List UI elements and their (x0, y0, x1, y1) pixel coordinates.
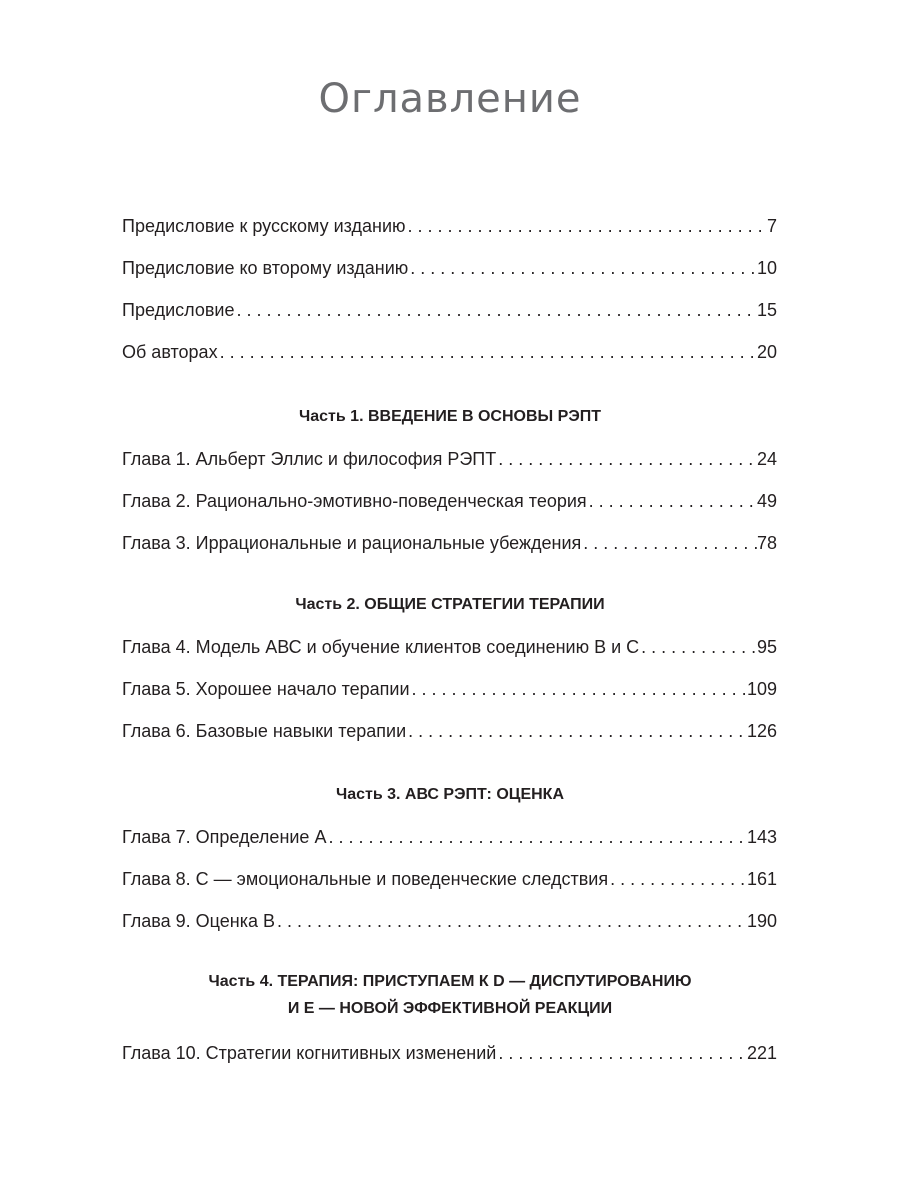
toc-entry-page: 10 (756, 258, 777, 278)
dot-leader (496, 1040, 747, 1066)
dot-leader (234, 297, 757, 323)
part-heading-line-1: Часть 4. ТЕРАПИЯ: ПРИСТУПАЕМ К D — ДИСПУТИРОВАНИЮ (208, 973, 692, 990)
toc-entry-page: 49 (756, 491, 777, 511)
toc-entry-label: Предисловие к русскому изданию (122, 216, 406, 236)
toc-entry-label: Глава 5. Хорошее начало терапии (122, 679, 410, 699)
toc-entry-label: Глава 8. С — эмоциональные и поведенческие следствия (122, 869, 609, 889)
part-heading: Часть 3. АВС РЭПТ: ОЦЕНКА (335, 786, 564, 803)
dot-leader (410, 676, 747, 702)
toc-entry-label: Предисловие (122, 300, 235, 320)
dot-leader (587, 488, 757, 514)
toc-entry-page: 143 (746, 827, 777, 847)
toc-entry[interactable] (122, 446, 777, 472)
toc-entry-label: Об авторах (122, 342, 218, 362)
dot-leader (408, 255, 757, 281)
toc-entry[interactable] (122, 255, 777, 281)
page-title: Оглавление (318, 76, 582, 122)
toc-entry[interactable] (122, 530, 777, 556)
dot-leader (406, 213, 767, 239)
dot-leader (608, 866, 747, 892)
toc-entry-page: 109 (746, 679, 777, 699)
part-heading-line-2: И Е — НОВОЙ ЭФФЕКТИВНОЙ РЕАКЦИИ (287, 1000, 613, 1017)
dot-leader (218, 339, 757, 365)
part-heading: Часть 2. ОБЩИЕ СТРАТЕГИИ ТЕРАПИИ (295, 596, 605, 613)
toc-list-part-2 (122, 634, 777, 744)
toc-entry[interactable] (122, 634, 777, 660)
dot-leader (406, 718, 747, 744)
dot-leader (326, 824, 747, 850)
toc-list-part-1 (122, 446, 777, 556)
toc-entry-label: Глава 9. Оценка В (122, 911, 275, 931)
toc-entry-page: 190 (746, 911, 777, 931)
toc-entry[interactable] (122, 866, 777, 892)
toc-entry-label: Глава 4. Модель АВС и обучение клиентов соединению В и С (122, 637, 640, 657)
toc-entry-label: Глава 2. Рационально-эмотивно-поведенческая теория (122, 491, 587, 511)
toc-entry-page: 15 (756, 300, 777, 320)
toc-entry-label: Глава 1. Альберт Эллис и философия РЭПТ (122, 449, 497, 469)
toc-entry-label: Предисловие ко второму изданию (122, 258, 409, 278)
toc-entry-label: Глава 6. Базовые навыки терапии (122, 721, 407, 741)
toc-list-front-matter (122, 213, 777, 365)
toc-entry-label: Глава 10. Стратегии когнитивных изменений (122, 1043, 497, 1063)
toc-entry-page: 221 (746, 1043, 777, 1063)
toc-entry-label: Глава 3. Иррациональные и рациональные убеждения (122, 533, 582, 553)
toc-entry[interactable] (122, 676, 777, 702)
dot-leader (275, 908, 747, 934)
toc-entry[interactable] (122, 339, 777, 365)
dot-leader (639, 634, 757, 660)
toc-entry[interactable] (122, 824, 777, 850)
toc-list-part-4 (122, 1040, 777, 1066)
toc-entry-label: Глава 7. Определение А (122, 827, 327, 847)
toc-entry-page: 126 (746, 721, 777, 741)
toc-entry[interactable] (122, 213, 777, 239)
toc-entry[interactable] (122, 1040, 777, 1066)
toc-entry-page: 24 (756, 449, 777, 469)
toc-entry-page: 95 (756, 637, 777, 657)
dot-leader (496, 446, 757, 472)
part-heading: Часть 1. ВВЕДЕНИЕ В ОСНОВЫ РЭПТ (299, 408, 601, 425)
toc-entry-page: 20 (756, 342, 777, 362)
toc-entry[interactable] (122, 718, 777, 744)
toc-entry-page: 78 (756, 533, 777, 553)
toc-entry-page: 161 (746, 869, 777, 889)
toc-list-part-3 (122, 824, 777, 934)
dot-leader (581, 530, 757, 556)
toc-entry-page: 7 (766, 216, 777, 236)
toc-entry[interactable] (122, 297, 777, 323)
toc-entry[interactable] (122, 908, 777, 934)
toc-entry[interactable] (122, 488, 777, 514)
